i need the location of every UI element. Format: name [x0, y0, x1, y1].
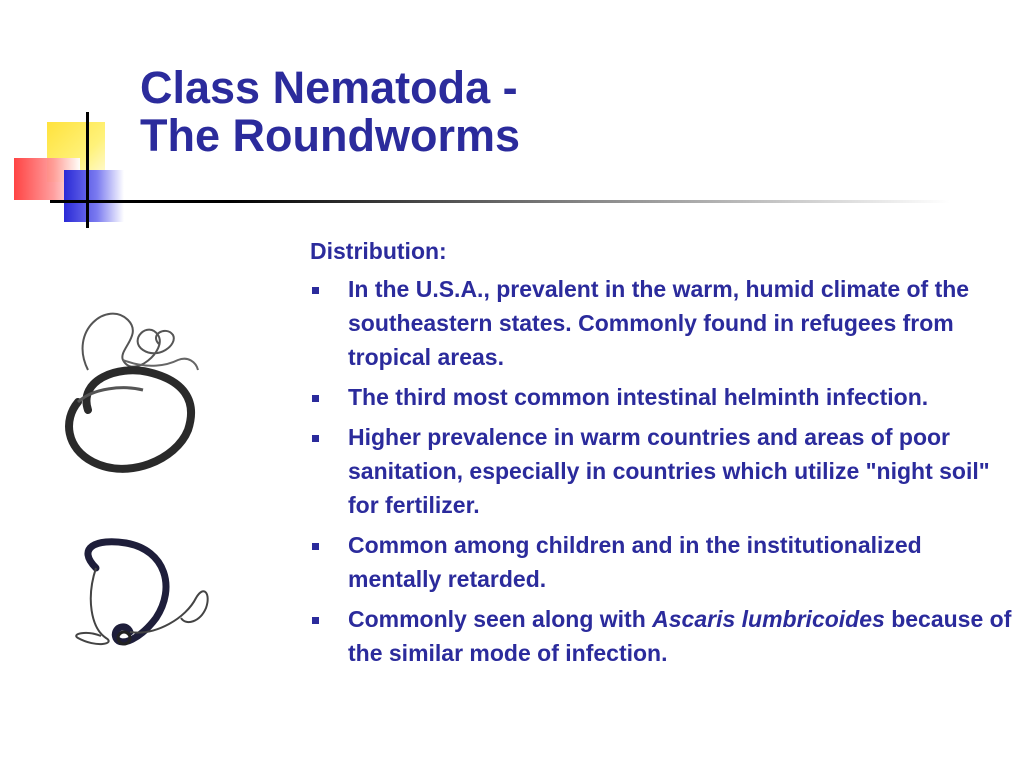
list-item	[310, 420, 1020, 522]
bullet-text-after: because of the similar mode of infection.	[348, 606, 1012, 666]
distribution-heading: Distribution:	[310, 238, 447, 264]
slide-body	[310, 234, 1020, 676]
decorative-squares-logo	[0, 0, 150, 240]
slide-title	[140, 64, 520, 160]
square-bullet-icon	[312, 543, 319, 550]
roundworm-image-top	[48, 290, 208, 490]
square-bullet-icon	[312, 395, 319, 402]
square-bullet-icon	[312, 435, 319, 442]
title-line-1: Class Nematoda -	[140, 62, 518, 113]
title-line-2: The Roundworms	[140, 110, 520, 161]
bullet-text-before: Commonly seen along with	[348, 606, 653, 632]
bullet-text: Higher prevalence in warm countries and areas of poor sanitation, especially in countries which utilize "night soil" for fertilizer.	[348, 424, 990, 518]
bullet-list	[310, 272, 1020, 670]
list-item	[310, 380, 1020, 414]
list-item	[310, 528, 1020, 596]
vertical-rule	[86, 112, 89, 228]
list-item	[310, 272, 1020, 374]
square-bullet-icon	[312, 617, 319, 624]
square-bullet-icon	[312, 287, 319, 294]
roundworm-image-bottom	[66, 498, 218, 688]
list-item	[310, 602, 1020, 670]
bullet-text: In the U.S.A., prevalent in the warm, humid climate of the southeastern states. Commonly found in refugees from tropical areas.	[348, 276, 970, 370]
blue-square	[64, 170, 124, 222]
species-name: Ascaris lumbricoides	[652, 606, 885, 632]
bullet-text: The third most common intestinal helminth infection.	[348, 384, 929, 410]
bullet-text: Common among children and in the institutionalized mentally retarded.	[348, 532, 922, 592]
title-underline	[50, 200, 950, 203]
